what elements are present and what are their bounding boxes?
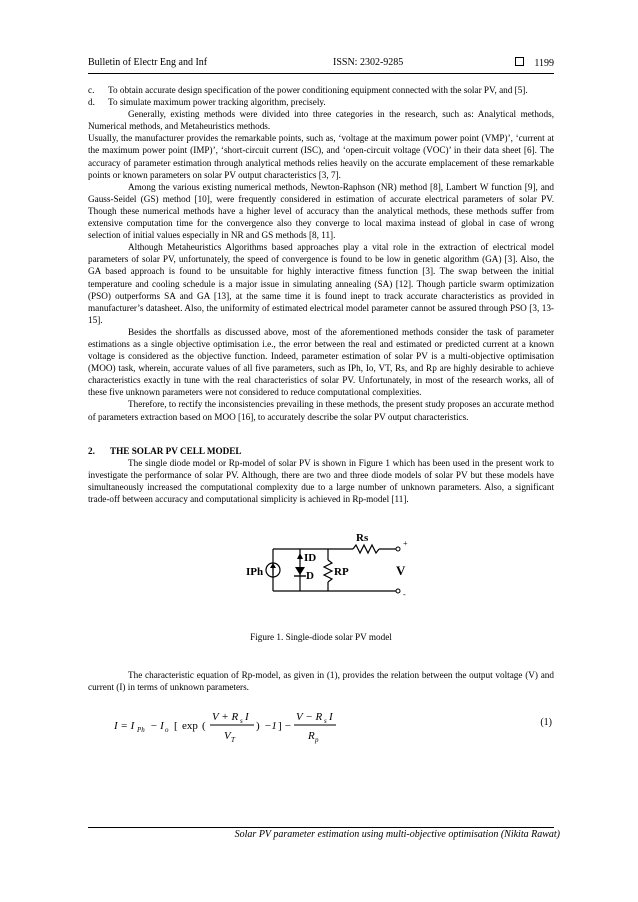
svg-text:Ph: Ph: [137, 726, 145, 735]
section-heading: 2. THE SOLAR PV CELL MODEL: [88, 445, 242, 456]
svg-text:− I: − I: [150, 720, 164, 733]
svg-text:R: R: [308, 730, 315, 743]
svg-text:I: I: [245, 711, 249, 724]
svg-text:T: T: [231, 736, 235, 745]
footer-rule: [88, 827, 554, 828]
svg-text:V + R: V + R: [212, 711, 239, 724]
header-rule: [88, 73, 554, 74]
paragraph: The single diode model or Rp-model of solar PV is shown in Figure 1 which has been used in the present work to investigate the performance of solar PV. Although, there are two and three diode models of solar PV but these models have simultaneously increased the computational complexity due to a large number of unknown parameters. Also, a significant trade-off between accuracy and computational simplicity is achieved in Rp-model [11].: [88, 457, 554, 504]
figure-caption: Figure 1. Single-diode solar PV model: [250, 632, 392, 643]
list-item: c. To obtain accurate design specification of the power conditioning equipment connected with the solar PV, and [5].: [88, 85, 528, 95]
svg-text:−1: −1: [264, 720, 277, 733]
paragraph: Usually, the manufacturer provides the remarkable points, such as, ‘voltage at the maximum power point (VMP)’, ‘current at the maximum power point (IMP)’, ‘short-circuit current (ISC), and ‘open-circuit voltage (VOC)’ in their data sheet [6]. The accuracy of parameter estimation through analytical methods relies heavily on the accurate emplacement of these remarkable points or known parameters on solar PV output characteristics [3, 7].: [88, 133, 554, 180]
label-iph: IPh: [246, 566, 264, 579]
list-item: d. To simulate maximum power tracking algorithm, precisely.: [88, 97, 326, 108]
svg-text:[: [: [174, 720, 178, 733]
svg-text:−: −: [284, 720, 292, 733]
label-id: ID: [304, 552, 317, 565]
label-d: D: [306, 570, 314, 583]
checkbox-icon: [515, 57, 524, 66]
equation-graphic: [114, 699, 544, 755]
paragraph: Among the various existing numerical methods, Newton-Raphson (NR) method [8], Lambert W function [9], and Gauss-Seidel (GS) method [10], were frequently considered in estimation of accurate electrical parameters of solar PV. Though these numerical methods have a higher level of accuracy than the analytical methods, these methods suffer from extensive computation time for the convergence also they converge to local maxima instead of global in case of wrong selection of initial values especially in NR and GS methods [8, 11].: [88, 181, 554, 241]
issn: ISSN: 2302-9285: [333, 57, 404, 68]
paragraph: Therefore, to rectify the inconsistencies prevailing in these methods, the present study proposes an accurate method of parameters extraction based on MOO [16], to accurately describe the solar PV output characteristics.: [88, 399, 554, 422]
page-header: [88, 57, 554, 73]
label-minus: -: [403, 590, 406, 600]
svg-text:s: s: [240, 717, 243, 726]
circuit-diagram: [88, 519, 554, 614]
svg-text:): ): [256, 720, 260, 733]
paragraph: Besides the shortfalls as discussed above, most of the aforementioned methods consider the task of parameter estimations as a single objective optimisation i.e., the error between the real and estimated or predicted current at a known voltage is considered as the objective function. Indeed, parameter estimation of solar PV is a multi-objective optimisation (MOO) task, wherein, accurate values of all five parameters, such as IPh, Io, VT, Rs, and Rp are highly desirable to achieve characteristics exactly in tune with the real characteristics of solar PV. Unfortunately, in most of the research works, all of these five unknown parameters were not considered to reduce computational complexities.: [88, 326, 554, 398]
svg-text:]: ]: [278, 720, 282, 733]
equation-1: [88, 699, 554, 755]
svg-text:V: V: [224, 730, 231, 743]
body-text: [88, 84, 554, 755]
diode-symbol: [295, 567, 305, 575]
figure-1: [88, 519, 554, 629]
paragraph: Although Metaheuristics Algorithms based approaches play a vital role in the extraction of electrical model parameters of solar PV, unfortunately, the speed of convergence is found to be low in genetic algorithm (GA) [3]. Also, the GA based approach is found to be unsuitable for highly interactive fitness function [3]. The swap between the initial temperature and cooling schedule is a major issue in simulating annealing (SA) [12]. Though particle swarm optimization (PSO) outperforms SA and GA [13], at the same time it is found inept to track accurate characteristics as provided in manufacturer’s datasheet. Also, the uniformity of estimated electrical model parameter cannot be assured through PSO [3, 13-15].: [88, 242, 554, 325]
svg-text:o: o: [165, 726, 169, 735]
svg-text:p: p: [315, 736, 319, 745]
journal-name: Bulletin of Electr Eng and Inf: [88, 57, 208, 68]
svg-text:(: (: [202, 720, 206, 733]
equation-number: (1): [540, 717, 552, 729]
label-v: V: [396, 563, 406, 579]
paragraph: The characteristic equation of Rp-model, as given in (1), provides the relation between the output voltage (V) and current (I) in terms of unknown parameters.: [88, 670, 554, 693]
svg-text:s: s: [324, 717, 327, 726]
page-number-group: [515, 57, 554, 69]
svg-text:I = I: I = I: [114, 720, 135, 733]
page-footer: Solar PV parameter estimation using multi-objective optimisation (Nikita Rawat): [234, 829, 560, 840]
paragraph: Generally, existing methods were divided into three categories in the research, such as: Analytical methods, Numerical methods, and Metaheuristics methods.: [88, 109, 554, 132]
svg-text:V − R: V − R: [296, 711, 323, 724]
label-rp: RP: [334, 566, 349, 579]
label-rs: Rs: [356, 532, 369, 545]
svg-text:I: I: [329, 711, 333, 724]
page-number: 1199: [534, 58, 554, 69]
svg-text:exp: exp: [182, 720, 198, 733]
label-plus: +: [403, 539, 408, 549]
